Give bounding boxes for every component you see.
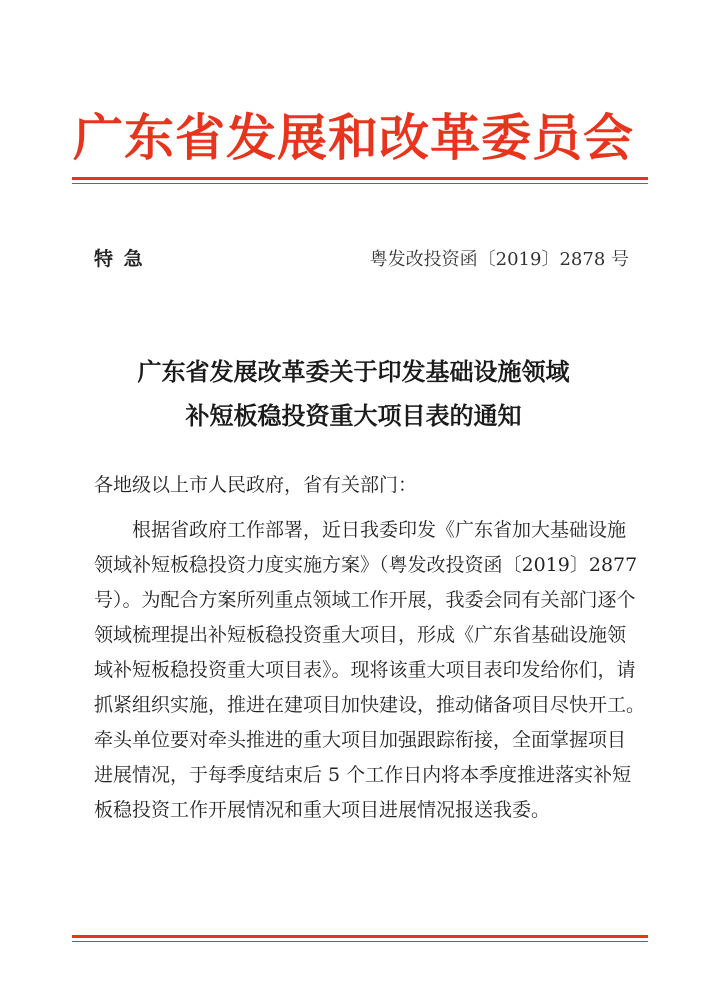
document-title [0,350,707,438]
body-line: 领域梳理提出补短板稳投资重大项目，形成《广东省基础设施领 [94,624,627,646]
document-title-line-1: 广东省发展改革委关于印发基础设施领域 [137,357,570,386]
header-divider [72,177,648,184]
footer-divider [72,935,648,942]
document-title-line-2: 补短板稳投资重大项目表的通知 [185,401,522,430]
body-line: 牵头单位要对牵头推进的重大项目加强跟踪衔接，全面掌握项目 [94,729,627,751]
body-line: 领域补短板稳投资力度实施方案》（粤发改投资函〔2019〕2877 [94,554,638,576]
body-line: 根据省政府工作部署，近日我委印发《广东省加大基础设施 [132,519,627,541]
urgency-label: 特 急 [94,248,145,270]
issuing-organization-title: 广东省发展和改革委员会 [73,108,634,167]
salutation: 各地级以上市人民政府，省有关部门： [94,474,418,496]
body-line: 号）。为配合方案所列重点领域工作开展，我委会同有关部门逐个 [94,589,636,611]
body-line: 抓紧组织实施，推进在建项目加快建设，推动储备项目尽快开工。 [94,694,646,716]
body-line: 进展情况，于每季度结束后 5 个工作日内将本季度推进落实补短 [94,764,632,786]
body-line: 域补短板稳投资重大项目表》。现将该重大项目表印发给你们，请 [94,659,636,681]
document-number: 粤发改投资函〔2019〕2878 号 [369,249,629,270]
body-line: 板稳投资工作开展情况和重大项目进展情况报送我委。 [94,799,551,821]
